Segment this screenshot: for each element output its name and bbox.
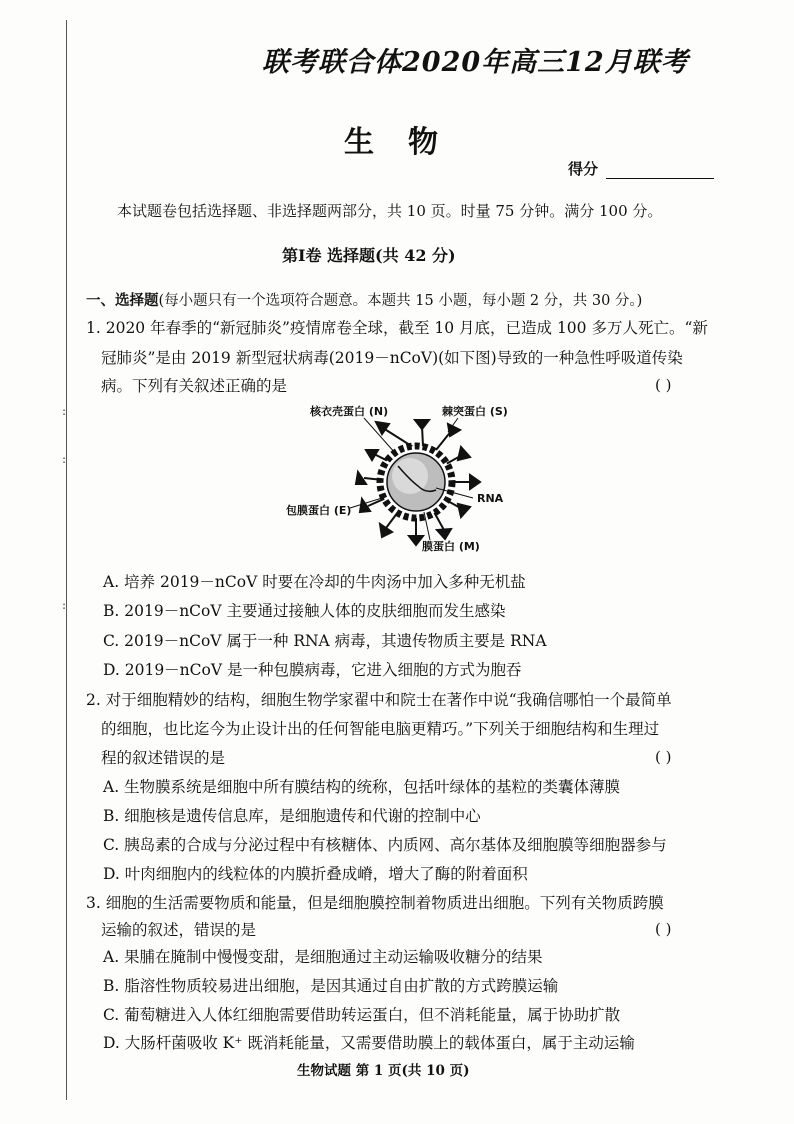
q1-option-d[interactable]: D. 2019－nCoV 是一种包膜病毒，它进入细胞的方式为胞吞 [103,661,522,679]
exam-note: 本试题卷包括选择题、非选择题两部分，共 10 页。时量 75 分钟。满分 100 分。 [117,202,663,220]
label-spike-protein: 棘突蛋白 (S) [442,405,508,418]
part-heading: 第Ⅰ卷 选择题(共 42 分) [282,246,456,265]
q2-option-d[interactable]: D. 叶肉细胞内的线粒体的内膜折叠成嵴，增大了酶的附着面积 [103,865,528,883]
label-rna: RNA [477,492,504,505]
q2-answer-blank[interactable]: ( ) [655,748,672,766]
q1-stem-line: 病。下列有关叙述正确的是 [101,377,288,395]
section-heading [86,289,642,310]
subject-title: 生物 [344,125,472,160]
q2-option-b[interactable]: B. 细胞核是遗传信息库，是细胞遗传和代谢的控制中心 [103,807,481,825]
binding-margin-line [66,20,67,1100]
q3-answer-blank[interactable]: ( ) [655,920,672,938]
margin-mark: : [62,598,67,612]
score-label: 得分 [568,160,599,178]
q1-option-b[interactable]: B. 2019－nCoV 主要通过接触人体的皮肤细胞而发生感染 [103,602,506,620]
score-blank[interactable] [606,164,714,179]
q1-option-c[interactable]: C. 2019－nCoV 属于一种 RNA 病毒，其遗传物质主要是 RNA [103,632,547,650]
score-field [568,158,714,179]
page-footer: 生物试题 第 1 页(共 10 页) [297,1063,470,1079]
q2-stem-line: 程的叙述错误的是 [101,749,226,767]
label-nucleocapsid-protein: 核衣壳蛋白 (N) [310,405,389,418]
margin-mark: : [62,452,67,466]
q3-option-d[interactable]: D. 大肠杆菌吸收 K⁺ 既消耗能量，又需要借助膜上的载体蛋白，属于主动运输 [103,1034,635,1052]
q3-option-b[interactable]: B. 脂溶性物质较易进出细胞，是因其通过自由扩散的方式跨膜运输 [103,977,559,995]
label-envelope-protein: 包膜蛋白 (E) [286,504,352,517]
virus-diagram [258,402,536,552]
q2-stem-line: 2. 对于细胞精妙的结构，细胞生物学家翟中和院士在著作中说“我确信哪怕一个最简单 [86,691,672,709]
margin-mark: : [62,404,67,418]
q3-stem-line: 3. 细胞的生活需要物质和能量，但是细胞膜控制着物质进出细胞。下列有关物质跨膜 [86,894,664,912]
q1-answer-blank[interactable]: ( ) [655,376,672,394]
exam-title: 联考联合体2020年高三12月联考 [262,47,689,78]
section-rule: (每小题只有一个选项符合题意。本题共 15 小题，每小题 2 分，共 30 分。) [158,293,643,309]
q2-stem-line: 的细胞，也比迄今为止设计出的任何智能电脑更精巧。”下列关于细胞结构和生理过 [101,720,660,738]
q2-option-a[interactable]: A. 生物膜系统是细胞中所有膜结构的统称，包括叶绿体的基粒的类囊体薄膜 [103,778,621,796]
q1-stem-line: 1. 2020 年春季的“新冠肺炎”疫情席卷全球，截至 10 月底，已造成 100 多万人死亡。“新 [86,319,708,337]
q2-option-c[interactable]: C. 胰岛素的合成与分泌过程中有核糖体、内质网、高尔基体及细胞膜等细胞器参与 [103,836,667,854]
q3-stem-line: 运输的叙述，错误的是 [101,921,257,939]
label-membrane-protein: 膜蛋白 (M) [422,540,480,552]
q1-stem-line: 冠肺炎”是由 2019 新型冠状病毒(2019－nCoV)(如下图)导致的一种急性呼吸道传染 [101,349,683,367]
q3-option-a[interactable]: A. 果脯在腌制中慢慢变甜，是细胞通过主动运输吸收糖分的结果 [103,948,543,966]
q3-option-c[interactable]: C. 葡萄糖进入人体红细胞需要借助转运蛋白，但不消耗能量，属于协助扩散 [103,1006,621,1024]
section-title: 一、选择题 [86,292,159,309]
q1-option-a[interactable]: A. 培养 2019－nCoV 时要在冷却的牛肉汤中加入多种无机盐 [103,573,526,591]
